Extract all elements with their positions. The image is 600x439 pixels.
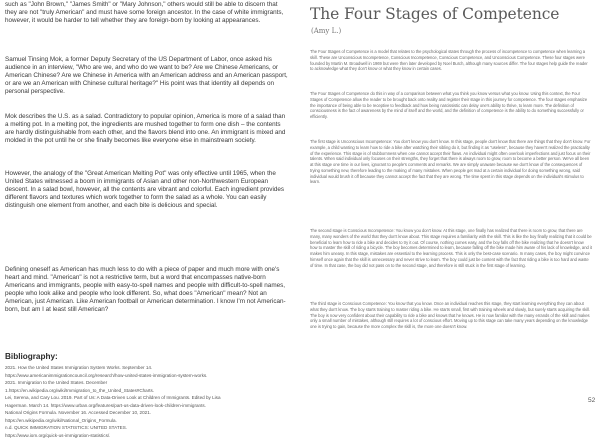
article-title: The Four Stages of Competence — [310, 5, 560, 23]
bibliography-list — [5, 364, 291, 439]
bibliography-entry: 2021. How the United States Immigration System Works. September 14. — [5, 365, 153, 370]
bibliography-entry: 2021. Immigration to the United States. December — [5, 380, 108, 386]
article-paragraph: The third stage is Conscious Competence: You know that you know. Once an individual reaches this stage, they start learning everything they can about what they don't know. The boy starts training to master riding a bike. He starts small, first with training wheels and slowly, but surely starts acquiring the skill. The boy is now very confident about their capability to ride a bike and knows that he knows. He is now familiar with the many errands of the skill and makes only a small number of mistakes, although still requires a lot of conscious effort. Moving up to this stage can take many years depending on the knowledge one is trying to gain, because the more complex the skill is, the more one doesn't know. — [310, 301, 591, 329]
body-paragraph: However, the analogy of the "Great American Melting Pot" was only effective until 1965, when the United States witnessed a boom in immigrants of Asian and other non-Northwestern European descent. In a salad bowl, however, all the contents are vibrant and colorful. Each ingredient provides different flavors and textures which work together to form the salad as a whole. You can easily distinguish one element from another, and each bite is delicious and special. — [5, 170, 285, 210]
article-paragraph: The Four Stages of Competence do this in way of a comparison between what you think you know versus what you know. Using this context, the Four Stages of Competence allow the reader to be brought back onto reality and register their stage in this journey for competence. The four stages emphasize the importance of being able to be receptive to feedback and how being narcissistic can delay one's ability to thrive, to learn more. The definition of consciousness is the fact of awareness by the mind of itself and the world, and the definition of competence is the ability to do something successfully or efficiently. — [310, 91, 588, 119]
bibliography-heading: Bibliography: — [5, 352, 58, 361]
bibliography-entry: https://en.wikipedia.org/wiki/National_Origins_Formula. — [5, 417, 117, 423]
body-paragraph: such as "John Brown," "James Smith" or "Mary Johnson," others would still be able to discern that they are not "truly American" and must have some foreign ancestor. In the case of white immigrants, however, it would be harder to tell whether they are foreign-born by looking at appearances. — [5, 1, 284, 25]
body-paragraph: Defining oneself as American has much less to do with a piece of paper and much more with one's heart and mind. "American" is not a restrictive term, but a word that encompasses native-born Americans and immigrants, people with easy-to-spell names and people with difficult-to-spell names, people who look alike and people who look different. So, what does "American" mean? Not an American, just American. Like American football or American determination. I know I'm not American-born, but am I at least still American? — [5, 266, 286, 314]
left-page — [0, 0, 294, 438]
bibliography-entry: National Origins Formula. November 16. Accessed December 10, 2021. — [5, 410, 152, 416]
bibliography-entry: Hagerman. March 14. https://www.urban.org/features/part-us-data-driven-look-children-immigrants. — [5, 402, 206, 408]
right-page — [302, 0, 600, 424]
bibliography-entry: https://www.iom.org/quick-us-immigration-statistics/. — [5, 432, 111, 438]
article-paragraph: The Four Stages of Competence is a model that relates to the psychological states through the process of incompetence to competence when learning a skill. These are Unconscious Incompetence, Conscious Incompetence, Conscious Competence, and Unconscious Competence. These four stages were founded by Martin M. Broadwell in 1969 but were then later developed by Noel Burch, although many sources differ. The four stages help guide the reader to acknowledge what they don't know or what they know in certain cases. — [310, 49, 588, 72]
body-paragraph: Samuel Tinsing Mok, a former Deputy Secretary of the US Department of Labor, once asked his audience in an interview, "Who are we, and who do we want to be? Are we Chinese Americans, or American Chinese? Are we Chinese in America with an American address and an American passport, or are we an American with Chinese cultural heritage?" His point was that identity all depends on personal perspective. — [5, 56, 288, 96]
article-author: (Amy L.) — [311, 27, 342, 35]
bibliography-entry: https://www.americanimmigrationcouncil.org/research/how-united-states-immigration-system-works. — [5, 372, 208, 378]
bibliography-entry: 1.https://en.wikipedia.org/wiki/Immigration_to_the_United_States#Charts. — [5, 387, 155, 393]
page-number: 52 — [588, 397, 596, 404]
body-paragraph: Mok describes the U.S. as a salad. Contradictory to popular opinion, America is more of a salad than a melting pot. In a melting pot, the ingredients are mushed together to form one dish – the contents are hardly distinguishable from each other, and the flavors blend into one. An immigrant is mixed and molded in the pot until he or she finally becomes like everyone else in mainstream society. — [5, 113, 286, 145]
article-paragraph: The second stage is Conscious Incompetence: You know you don't know. At this stage, one finally has realized that there is room to grow, that there are many, many wonders of the world that they don't know about. This stage requires a familiarity with the skill. This is like the boy finally realizing that it could be beneficial to learn how to ride a bike and decides to try it out. Of course, nothing comes easy, and the boy falls off the bike realizing that he doesn't know how to master the skill of riding a bicycle. The boy becomes determined to learn, because falling off the bike made him aware of his lack of knowledge, and it makes him uneasy. In this stage, mistakes are essential to the learning process. This is only the best-case scenario. In many cases, the boy might convince himself once again that the skill is unnecessary and never strive to learn. The boy could just be content with the fact that riding a bike is too hard and waste of time. In that case, the boy did not pass on to the second stage, and therefore is still stuck in the first stage of learning. — [310, 228, 592, 268]
article-paragraph: The first stage is Unconscious Incompetence: You don't know you don't know. In this stage, people don't know that there are things that they don't know. For example, a child wanting to learn how to ride a bike after watching their sibling do it, but finding it as "useless", because they haven't realized the practicality of the experience. This stage is of stubbornness when one cannot accept their flaws. An individual might often overlook imperfections and just focus on their talents. When said individual only focuses on their strengths, they forget that there is always room to grow, room to become a better person. We've all been at this stage one time in our lives, ignorant to people's comments and remarks. We are simply unaware because we don't know of the consequences of trying something new, therefore leading to the making of many mistakes. When people get mad at a certain individual for doing something wrong, said individual would brush it off because they cannot accept the fact that they are wrong. The time spent in this stage depends on the individual's stimulus to learn. — [310, 139, 591, 185]
bibliography-entry: Lei, Serena, and Cary Lou. 2019. Part of Us: A Data-Driven Look at Children of Immigrants. Edited by Lisa — [5, 395, 221, 401]
bibliography-entry: n.d. QUICK IMMIGRATION STATISTICS: UNITED STATES. — [5, 425, 128, 431]
